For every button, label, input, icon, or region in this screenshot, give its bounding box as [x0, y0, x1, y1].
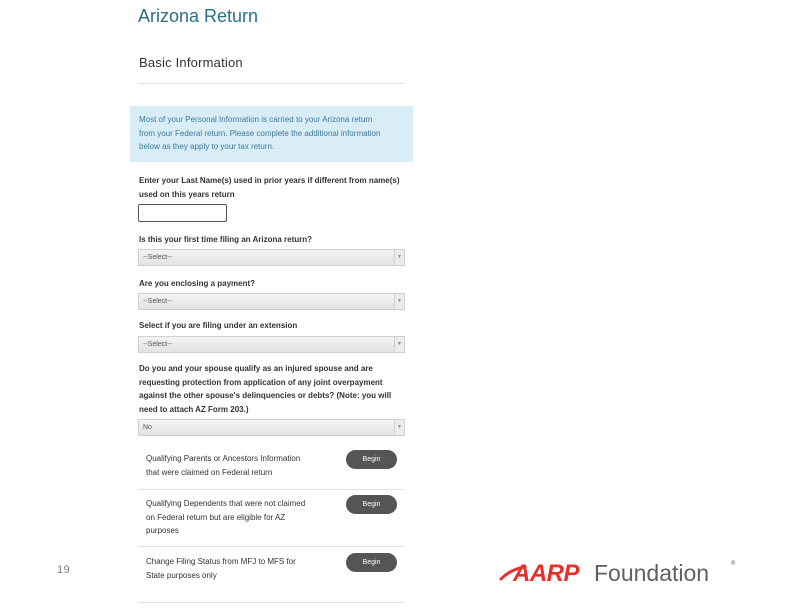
row-label	[146, 555, 296, 582]
row-divider	[138, 489, 405, 490]
label-line: State purposes only	[146, 570, 217, 580]
begin-filing-status-button[interactable]: Begin	[346, 553, 397, 572]
info-line: from your Federal return. Please complete the additional information	[139, 128, 381, 138]
info-box	[130, 106, 413, 162]
row-label	[146, 452, 300, 479]
logo-foundation-text: Foundation	[594, 560, 710, 586]
chevron-down-icon: ▼	[394, 420, 404, 435]
begin-parents-button[interactable]: Begin	[346, 450, 397, 469]
chevron-down-icon: ▼	[394, 337, 404, 352]
chevron-down-icon: ▼	[394, 250, 404, 265]
extension-label: Select if you are filing under an extension	[139, 321, 298, 330]
section-title: Basic Information	[139, 55, 243, 70]
info-line: Most of your Personal Information is carried to your Arizona return	[139, 115, 373, 124]
logo-aarp-text: AARP	[513, 560, 580, 587]
aarp-foundation-logo	[499, 555, 739, 589]
select-value: --Select--	[143, 341, 172, 348]
label-line: Enter your Last Name(s) used in prior years if different from name(s)	[139, 176, 400, 185]
title-divider	[138, 83, 405, 84]
select-value: --Select--	[143, 298, 172, 305]
row-divider	[138, 546, 405, 547]
label-line: requesting protection from application of any joint overpayment	[139, 377, 383, 387]
label-line: Change Filing Status from MFJ to MFS for	[146, 557, 296, 566]
first-time-label: Is this your first time filing an Arizona return?	[139, 235, 313, 244]
first-time-select[interactable]	[138, 249, 405, 266]
select-value: --Select--	[143, 254, 172, 261]
page-title: Arizona Return	[138, 6, 259, 26]
label-line: need to attach AZ Form 203.)	[139, 404, 249, 414]
label-line: against the other spouse's delinquencies or debts? (Note: you will	[139, 391, 392, 400]
begin-dependents-button[interactable]: Begin	[346, 495, 397, 514]
payment-label: Are you enclosing a payment?	[139, 279, 256, 288]
label-line: Qualifying Parents or Ancestors Information	[146, 454, 301, 463]
select-value: No	[143, 424, 152, 431]
chevron-down-icon: ▼	[394, 294, 404, 309]
last-name-input[interactable]	[138, 204, 227, 222]
label-line: on Federal return but are eligible for AZ	[146, 512, 286, 522]
label-line: that were claimed on Federal return	[146, 467, 273, 477]
row-divider	[138, 602, 405, 603]
row-label	[146, 497, 305, 538]
label-line: purposes	[146, 526, 179, 535]
payment-select[interactable]	[138, 293, 405, 310]
info-line: below as they apply to your tax return.	[139, 142, 275, 151]
logo-registered-mark: ®	[731, 561, 736, 567]
page-number: 19	[57, 564, 71, 576]
last-name-label	[139, 174, 400, 201]
label-line: Qualifying Dependents that were not claimed	[146, 499, 306, 508]
injured-spouse-label	[139, 362, 391, 416]
label-line: Do you and your spouse qualify as an injured spouse and are	[139, 364, 373, 373]
extension-select[interactable]	[138, 336, 405, 353]
injured-spouse-select[interactable]	[138, 419, 405, 436]
label-line: used on this years return	[139, 189, 235, 199]
